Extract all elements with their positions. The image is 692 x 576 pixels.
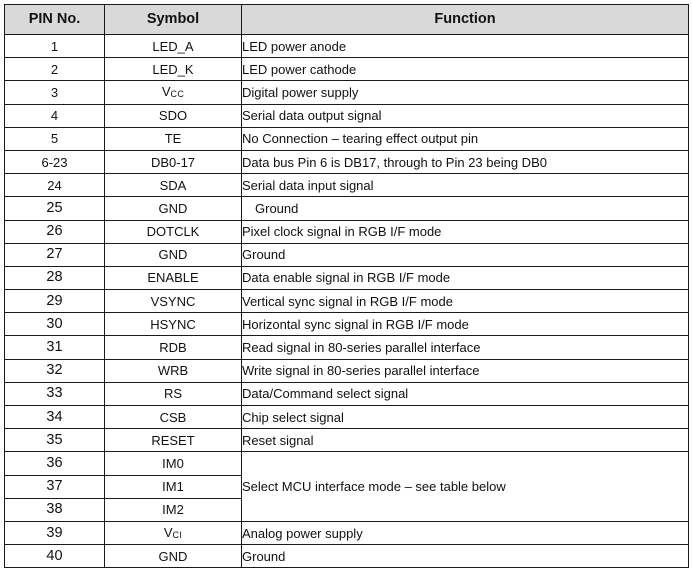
symbol-cell: VSYNC — [105, 290, 242, 313]
symbol-cell: IM1 — [105, 475, 242, 498]
pin-cell: 33 — [5, 382, 105, 405]
pin-cell: 25 — [5, 197, 105, 220]
function-cell: Vertical sync signal in RGB I/F mode — [242, 290, 689, 313]
pin-cell: 31 — [5, 336, 105, 359]
symbol-cell: GND — [105, 197, 242, 220]
pin-cell: 32 — [5, 359, 105, 382]
header-symbol: Symbol — [105, 5, 242, 35]
table-row — [5, 58, 689, 81]
symbol-cell: RS — [105, 382, 242, 405]
function-cell: Analog power supply — [242, 521, 689, 544]
table-row — [5, 521, 689, 544]
function-cell-merged: Select MCU interface mode – see table below — [242, 452, 689, 522]
function-cell: Ground — [242, 243, 689, 266]
symbol-cell: GND — [105, 545, 242, 568]
table-row — [5, 104, 689, 127]
table-row — [5, 452, 689, 475]
table-row — [5, 290, 689, 313]
table-row — [5, 406, 689, 429]
header-row — [5, 5, 689, 35]
pin-cell: 26 — [5, 220, 105, 243]
function-cell: Digital power supply — [242, 81, 689, 104]
table-row — [5, 429, 689, 452]
symbol-cell: DB0-17 — [105, 150, 242, 173]
pin-cell: 3 — [5, 81, 105, 104]
pin-cell: 2 — [5, 58, 105, 81]
symbol-cell: HSYNC — [105, 313, 242, 336]
pin-cell: 27 — [5, 243, 105, 266]
table-row — [5, 35, 689, 58]
header-pin: PIN No. — [5, 5, 105, 35]
function-cell: Serial data output signal — [242, 104, 689, 127]
table-row — [5, 243, 689, 266]
table-row — [5, 359, 689, 382]
function-cell: Data bus Pin 6 is DB17, through to Pin 23 being DB0 — [242, 150, 689, 173]
table-row — [5, 336, 689, 359]
pin-cell: 24 — [5, 174, 105, 197]
symbol-cell — [105, 81, 242, 104]
pin-cell: 39 — [5, 521, 105, 544]
function-cell: Ground — [242, 197, 689, 220]
pin-cell: 28 — [5, 266, 105, 289]
symbol-cell: CSB — [105, 406, 242, 429]
symbol-cell: ENABLE — [105, 266, 242, 289]
function-cell: Data enable signal in RGB I/F mode — [242, 266, 689, 289]
symbol-cell: TE — [105, 127, 242, 150]
function-cell: Pixel clock signal in RGB I/F mode — [242, 220, 689, 243]
table-row — [5, 545, 689, 568]
symbol-cell — [105, 521, 242, 544]
pin-cell: 36 — [5, 452, 105, 475]
pin-cell: 5 — [5, 127, 105, 150]
table-row — [5, 81, 689, 104]
function-cell: Chip select signal — [242, 406, 689, 429]
symbol-cell: GND — [105, 243, 242, 266]
symbol-cell: IM2 — [105, 498, 242, 521]
function-cell: LED power cathode — [242, 58, 689, 81]
function-cell: Reset signal — [242, 429, 689, 452]
table-row — [5, 150, 689, 173]
function-cell: Read signal in 80-series parallel interface — [242, 336, 689, 359]
symbol-cell: DOTCLK — [105, 220, 242, 243]
table-row — [5, 220, 689, 243]
symbol-subscript: CI — [172, 529, 183, 540]
table-row — [5, 266, 689, 289]
symbol-cell: SDO — [105, 104, 242, 127]
pin-cell: 40 — [5, 545, 105, 568]
symbol-cell: WRB — [105, 359, 242, 382]
table-row — [5, 174, 689, 197]
pin-cell: 1 — [5, 35, 105, 58]
function-cell: Horizontal sync signal in RGB I/F mode — [242, 313, 689, 336]
function-cell: Write signal in 80-series parallel interface — [242, 359, 689, 382]
pin-cell: 30 — [5, 313, 105, 336]
symbol-cell: SDA — [105, 174, 242, 197]
symbol-main: V — [163, 524, 173, 540]
symbol-cell: LED_A — [105, 35, 242, 58]
symbol-cell: LED_K — [105, 58, 242, 81]
pin-cell: 6-23 — [5, 150, 105, 173]
symbol-cell: IM0 — [105, 452, 242, 475]
function-cell: Serial data input signal — [242, 174, 689, 197]
pin-cell: 38 — [5, 498, 105, 521]
function-cell: Data/Command select signal — [242, 382, 689, 405]
pin-table — [4, 4, 689, 568]
table-row — [5, 313, 689, 336]
pin-cell: 29 — [5, 290, 105, 313]
function-cell: Ground — [242, 545, 689, 568]
symbol-cell: RDB — [105, 336, 242, 359]
symbol-subscript: CC — [170, 88, 185, 99]
header-function: Function — [242, 5, 689, 35]
function-cell: No Connection – tearing effect output pin — [242, 127, 689, 150]
table-row — [5, 127, 689, 150]
table-row — [5, 382, 689, 405]
pin-cell: 34 — [5, 406, 105, 429]
table-row — [5, 197, 689, 220]
pin-cell: 4 — [5, 104, 105, 127]
pin-cell: 37 — [5, 475, 105, 498]
symbol-main: V — [161, 83, 171, 99]
function-cell: LED power anode — [242, 35, 689, 58]
pin-cell: 35 — [5, 429, 105, 452]
symbol-cell: RESET — [105, 429, 242, 452]
